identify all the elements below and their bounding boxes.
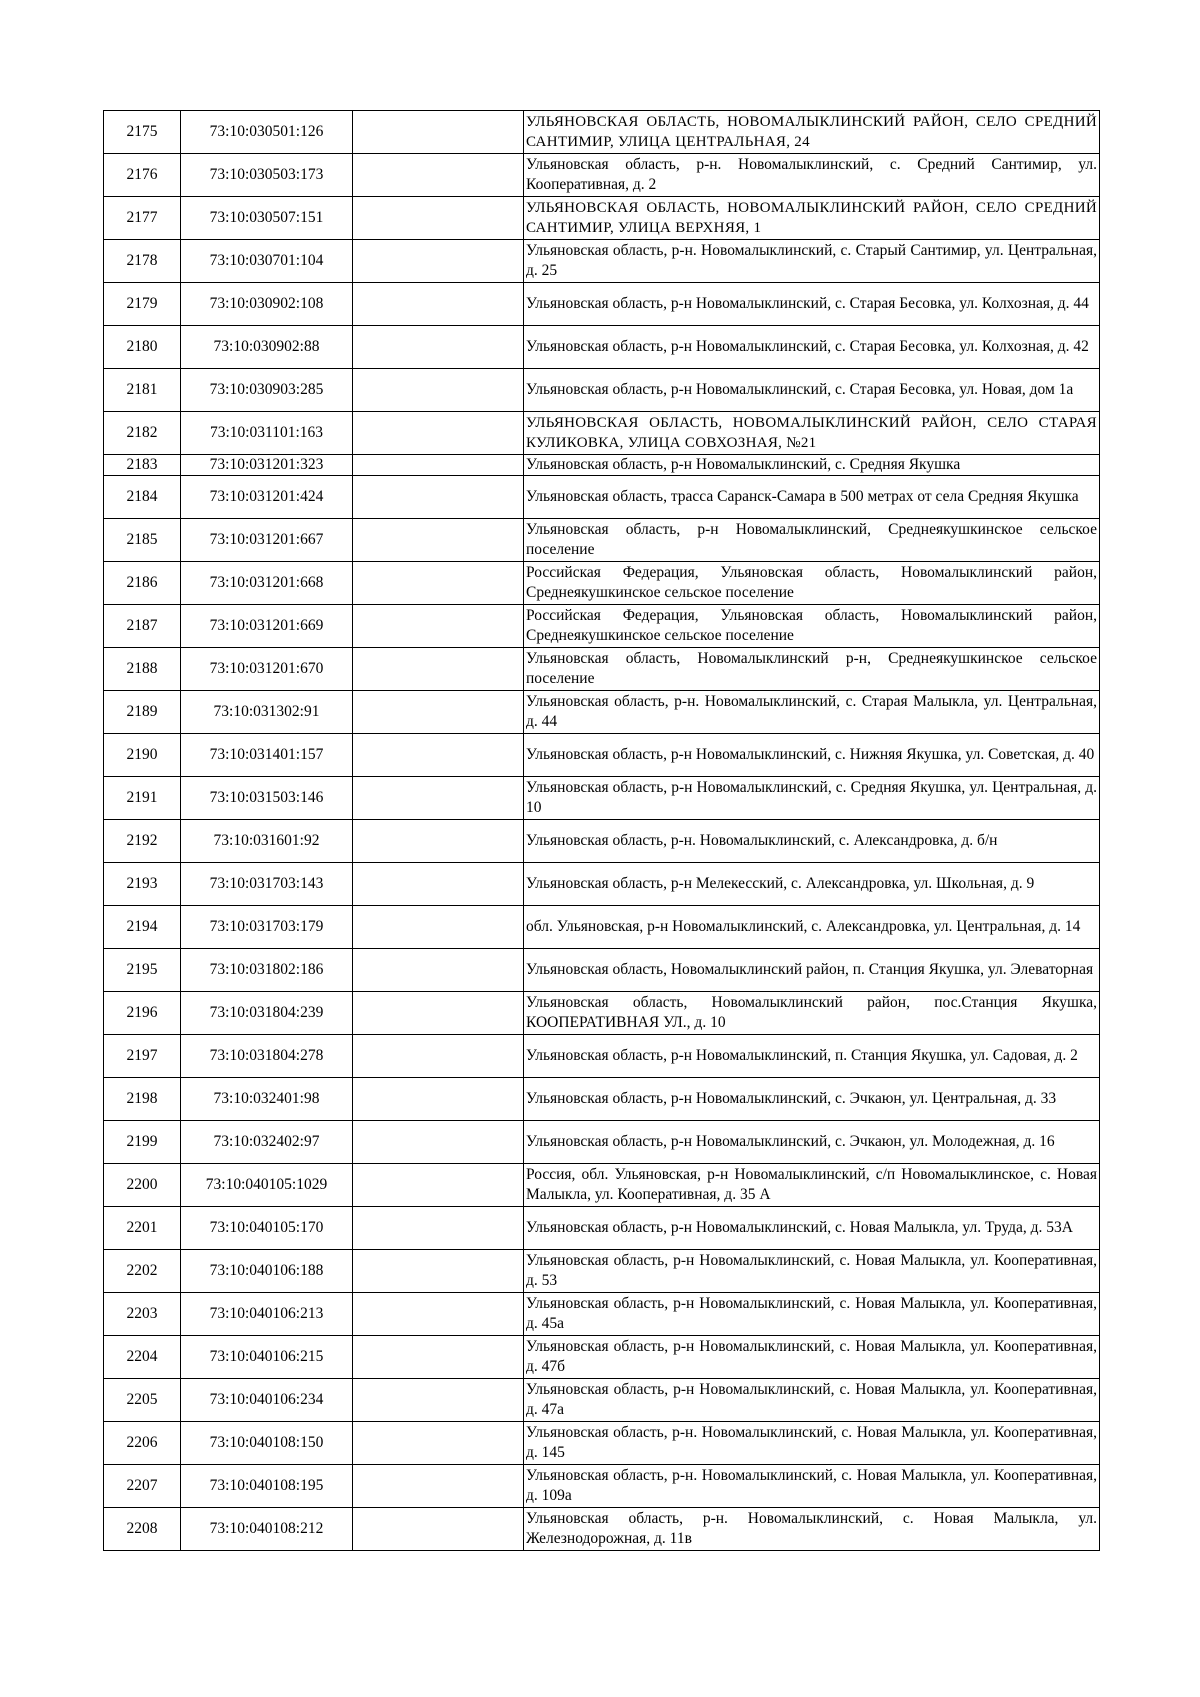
address-cell: [524, 154, 1100, 197]
row-number-cell: 2191: [104, 777, 181, 820]
empty-cell: [353, 369, 524, 412]
property-table: [103, 110, 1100, 1551]
empty-cell: [353, 1078, 524, 1121]
empty-cell: [353, 863, 524, 906]
empty-cell: [353, 1164, 524, 1207]
empty-cell: [353, 734, 524, 777]
row-number-cell: 2207: [104, 1465, 181, 1508]
table-row: [104, 154, 1100, 197]
address-text: УЛЬЯНОВСКАЯ ОБЛАСТЬ, НОВОМАЛЫКЛИНСКИЙ РАЙОН, СЕЛО СРЕДНИЙ САНТИМИР, УЛИЦА ВЕРХНЯЯ, 1: [526, 200, 1097, 236]
row-number-cell: 2204: [104, 1336, 181, 1379]
cadastral-number-cell: 73:10:031802:186: [181, 949, 353, 992]
address-text: Ульяновская область, р-н Новомалыклинский, с. Средняя Якушка, ул. Центральная, д. 10: [526, 779, 1097, 816]
cadastral-number-cell: 73:10:031201:667: [181, 519, 353, 562]
address-text: Ульяновская область, р-н. Новомалыклинский, с. Новая Малыкла, ул. Кооперативная, д. 109а: [526, 1467, 1097, 1504]
cadastral-number-cell: 73:10:040106:188: [181, 1250, 353, 1293]
address-cell: [524, 648, 1100, 691]
cadastral-number-cell: 73:10:031401:157: [181, 734, 353, 777]
cadastral-number-cell: 73:10:040108:195: [181, 1465, 353, 1508]
address-text: Ульяновская область, р-н Новомалыклинский, с. Новая Малыкла, ул. Кооперативная, д. 45а: [526, 1295, 1097, 1332]
address-cell: [524, 863, 1100, 906]
empty-cell: [353, 412, 524, 455]
cadastral-number-cell: 73:10:040108:212: [181, 1508, 353, 1551]
empty-cell: [353, 1379, 524, 1422]
table-row: [104, 562, 1100, 605]
empty-cell: [353, 648, 524, 691]
property-table-body: [104, 111, 1100, 1551]
empty-cell: [353, 1422, 524, 1465]
empty-cell: [353, 949, 524, 992]
row-number-cell: 2183: [104, 455, 181, 476]
address-cell: [524, 240, 1100, 283]
row-number-cell: 2184: [104, 476, 181, 519]
address-text: Ульяновская область, р-н. Новомалыклинский, с. Средний Сантимир, ул. Кооперативная, д. 2: [526, 156, 1097, 193]
row-number-cell: 2185: [104, 519, 181, 562]
cadastral-number-cell: 73:10:040108:150: [181, 1422, 353, 1465]
cadastral-number-cell: 73:10:031201:669: [181, 605, 353, 648]
row-number-cell: 2203: [104, 1293, 181, 1336]
table-row: [104, 1164, 1100, 1207]
address-text: Ульяновская область, р-н Новомалыклинский, Среднеякушкинское сельское поселение: [526, 521, 1097, 558]
empty-cell: [353, 1121, 524, 1164]
address-cell: [524, 369, 1100, 412]
address-cell: [524, 906, 1100, 949]
empty-cell: [353, 519, 524, 562]
address-cell: [524, 1121, 1100, 1164]
row-number-cell: 2186: [104, 562, 181, 605]
address-text: Россия, обл. Ульяновская, р-н Новомалыклинский, с/п Новомалыклинское, с. Новая Малыкла, ул. Кооперативная, д. 35 А: [526, 1166, 1097, 1203]
table-row: [104, 777, 1100, 820]
address-text: Ульяновская область, р-н. Новомалыклинский, с. Новая Малыкла, ул. Кооперативная, д. 145: [526, 1424, 1097, 1461]
empty-cell: [353, 1250, 524, 1293]
address-cell: [524, 777, 1100, 820]
table-row: [104, 283, 1100, 326]
table-row: [104, 455, 1100, 476]
address-text: Ульяновская область, р-н Новомалыклинский, с. Нижняя Якушка, ул. Советская, д. 40: [526, 746, 1095, 763]
row-number-cell: 2188: [104, 648, 181, 691]
cadastral-number-cell: 73:10:031201:424: [181, 476, 353, 519]
empty-cell: [353, 283, 524, 326]
empty-cell: [353, 992, 524, 1035]
cadastral-number-cell: 73:10:031101:163: [181, 412, 353, 455]
address-text: Ульяновская область, трасса Саранск-Самара в 500 метрах от села Средняя Якушка: [526, 488, 1079, 505]
table-row: [104, 992, 1100, 1035]
address-cell: [524, 562, 1100, 605]
cadastral-number-cell: 73:10:031804:278: [181, 1035, 353, 1078]
empty-cell: [353, 240, 524, 283]
row-number-cell: 2193: [104, 863, 181, 906]
address-cell: [524, 1293, 1100, 1336]
table-row: [104, 1508, 1100, 1551]
cadastral-number-cell: 73:10:030701:104: [181, 240, 353, 283]
address-text: Ульяновская область, р-н Новомалыклинский, с. Эчкаюн, ул. Молодежная, д. 16: [526, 1133, 1055, 1150]
empty-cell: [353, 1465, 524, 1508]
cadastral-number-cell: 73:10:031703:179: [181, 906, 353, 949]
row-number-cell: 2208: [104, 1508, 181, 1551]
empty-cell: [353, 111, 524, 154]
address-text: Ульяновская область, р-н Новомалыклинский, с. Новая Малыкла, ул. Кооперативная, д. 47а: [526, 1381, 1097, 1418]
table-row: [104, 1465, 1100, 1508]
address-cell: [524, 1207, 1100, 1250]
address-cell: [524, 1035, 1100, 1078]
empty-cell: [353, 1336, 524, 1379]
cadastral-number-cell: 73:10:040106:215: [181, 1336, 353, 1379]
table-row: [104, 863, 1100, 906]
address-cell: [524, 1164, 1100, 1207]
address-text: Ульяновская область, р-н. Новомалыклинский, с. Старый Сантимир, ул. Центральная, д. 25: [526, 242, 1097, 279]
empty-cell: [353, 1293, 524, 1336]
cadastral-number-cell: 73:10:030503:173: [181, 154, 353, 197]
address-text: Ульяновская область, р-н Новомалыклинский, п. Станция Якушка, ул. Садовая, д. 2: [526, 1047, 1078, 1064]
empty-cell: [353, 820, 524, 863]
address-text: Ульяновская область, Новомалыклинский р-н, Среднеякушкинское сельское поселение: [526, 650, 1097, 687]
table-row: [104, 476, 1100, 519]
row-number-cell: 2206: [104, 1422, 181, 1465]
empty-cell: [353, 1035, 524, 1078]
cadastral-number-cell: 73:10:040105:170: [181, 1207, 353, 1250]
address-cell: [524, 1336, 1100, 1379]
address-cell: [524, 605, 1100, 648]
address-text: Ульяновская область, р-н Новомалыклинский, с. Старая Бесовка, ул. Новая, дом 1а: [526, 381, 1074, 398]
address-text: обл. Ульяновская, р-н Новомалыклинский, с. Александровка, ул. Центральная, д. 14: [526, 918, 1081, 935]
empty-cell: [353, 326, 524, 369]
cadastral-number-cell: 73:10:031804:239: [181, 992, 353, 1035]
row-number-cell: 2176: [104, 154, 181, 197]
row-number-cell: 2197: [104, 1035, 181, 1078]
cadastral-number-cell: 73:10:031601:92: [181, 820, 353, 863]
address-text: Российская Федерация, Ульяновская область, Новомалыклинский район, Среднеякушкинское сельское поселение: [526, 564, 1097, 601]
row-number-cell: 2194: [104, 906, 181, 949]
address-text: Ульяновская область, Новомалыклинский район, п. Станция Якушка, ул. Элеваторная: [526, 961, 1094, 978]
table-row: [104, 949, 1100, 992]
address-cell: [524, 734, 1100, 777]
table-row: [104, 605, 1100, 648]
row-number-cell: 2205: [104, 1379, 181, 1422]
row-number-cell: 2180: [104, 326, 181, 369]
address-text: Ульяновская область, р-н Новомалыклинский, с. Новая Малыкла, ул. Кооперативная, д. 47б: [526, 1338, 1097, 1375]
row-number-cell: 2189: [104, 691, 181, 734]
address-text: Ульяновская область, р-н Новомалыклинский, с. Эчкаюн, ул. Центральная, д. 33: [526, 1090, 1057, 1107]
table-row: [104, 1078, 1100, 1121]
cadastral-number-cell: 73:10:031302:91: [181, 691, 353, 734]
address-cell: [524, 476, 1100, 519]
cadastral-number-cell: 73:10:040106:234: [181, 1379, 353, 1422]
table-row: [104, 1422, 1100, 1465]
table-row: [104, 1379, 1100, 1422]
address-text: Ульяновская область, р-н. Новомалыклинский, с. Новая Малыкла, ул. Железнодорожная, д. 11в: [526, 1510, 1097, 1547]
empty-cell: [353, 906, 524, 949]
cadastral-number-cell: 73:10:031201:323: [181, 455, 353, 476]
row-number-cell: 2196: [104, 992, 181, 1035]
address-cell: [524, 519, 1100, 562]
empty-cell: [353, 691, 524, 734]
empty-cell: [353, 777, 524, 820]
address-text: Ульяновская область, р-н Новомалыклинский, с. Старая Бесовка, ул. Колхозная, д. 44: [526, 295, 1089, 312]
empty-cell: [353, 455, 524, 476]
table-row: [104, 820, 1100, 863]
cadastral-number-cell: 73:10:030501:126: [181, 111, 353, 154]
row-number-cell: 2190: [104, 734, 181, 777]
address-text: Ульяновская область, р-н Новомалыклинский, с. Средняя Якушка: [526, 456, 961, 473]
cadastral-number-cell: 73:10:030903:285: [181, 369, 353, 412]
table-row: [104, 111, 1100, 154]
row-number-cell: 2175: [104, 111, 181, 154]
table-row: [104, 691, 1100, 734]
row-number-cell: 2202: [104, 1250, 181, 1293]
address-cell: [524, 1250, 1100, 1293]
address-cell: [524, 691, 1100, 734]
cadastral-number-cell: 73:10:031201:668: [181, 562, 353, 605]
cadastral-number-cell: 73:10:030902:108: [181, 283, 353, 326]
address-text: Ульяновская область, р-н. Новомалыклинский, с. Александровка, д. б/н: [526, 832, 998, 849]
cadastral-number-cell: 73:10:030902:88: [181, 326, 353, 369]
address-text: УЛЬЯНОВСКАЯ ОБЛАСТЬ, НОВОМАЛЫКЛИНСКИЙ РАЙОН, СЕЛО СРЕДНИЙ САНТИМИР, УЛИЦА ЦЕНТРАЛЬНАЯ, 24: [526, 114, 1097, 150]
empty-cell: [353, 476, 524, 519]
table-row: [104, 519, 1100, 562]
address-cell: [524, 412, 1100, 455]
address-cell: [524, 1379, 1100, 1422]
address-cell: [524, 949, 1100, 992]
address-cell: [524, 1422, 1100, 1465]
cadastral-number-cell: 73:10:030507:151: [181, 197, 353, 240]
address-text: Российская Федерация, Ульяновская область, Новомалыклинский район, Среднеякушкинское сельское поселение: [526, 607, 1097, 644]
cadastral-number-cell: 73:10:031503:146: [181, 777, 353, 820]
address-text: Ульяновская область, р-н Новомалыклинский, с. Новая Малыкла, ул. Кооперативная, д. 53: [526, 1252, 1097, 1289]
row-number-cell: 2179: [104, 283, 181, 326]
table-row: [104, 326, 1100, 369]
address-cell: [524, 1078, 1100, 1121]
row-number-cell: 2201: [104, 1207, 181, 1250]
empty-cell: [353, 562, 524, 605]
address-cell: [524, 111, 1100, 154]
address-text: Ульяновская область, р-н. Новомалыклинский, с. Старая Малыкла, ул. Центральная, д. 44: [526, 693, 1097, 730]
row-number-cell: 2182: [104, 412, 181, 455]
table-row: [104, 412, 1100, 455]
empty-cell: [353, 197, 524, 240]
row-number-cell: 2181: [104, 369, 181, 412]
address-cell: [524, 197, 1100, 240]
cadastral-number-cell: 73:10:040106:213: [181, 1293, 353, 1336]
table-row: [104, 369, 1100, 412]
table-row: [104, 240, 1100, 283]
table-row: [104, 197, 1100, 240]
empty-cell: [353, 154, 524, 197]
address-text: УЛЬЯНОВСКАЯ ОБЛАСТЬ, НОВОМАЛЫКЛИНСКИЙ РАЙОН, СЕЛО СТАРАЯ КУЛИКОВКА, УЛИЦА СОВХОЗНАЯ, №21: [526, 415, 1097, 451]
address-text: Ульяновская область, р-н Новомалыклинский, с. Новая Малыкла, ул. Труда, д. 53А: [526, 1219, 1074, 1236]
address-cell: [524, 455, 1100, 476]
address-cell: [524, 1465, 1100, 1508]
address-cell: [524, 283, 1100, 326]
table-row: [104, 1293, 1100, 1336]
address-cell: [524, 992, 1100, 1035]
row-number-cell: 2199: [104, 1121, 181, 1164]
table-row: [104, 1121, 1100, 1164]
row-number-cell: 2178: [104, 240, 181, 283]
table-row: [104, 1250, 1100, 1293]
table-row: [104, 1035, 1100, 1078]
address-cell: [524, 326, 1100, 369]
table-row: [104, 1336, 1100, 1379]
table-row: [104, 906, 1100, 949]
empty-cell: [353, 605, 524, 648]
table-row: [104, 734, 1100, 777]
empty-cell: [353, 1207, 524, 1250]
cadastral-number-cell: 73:10:040105:1029: [181, 1164, 353, 1207]
address-text: Ульяновская область, Новомалыклинский район, пос.Станция Якушка, КООПЕРАТИВНАЯ УЛ., д. 10: [526, 994, 1097, 1031]
empty-cell: [353, 1508, 524, 1551]
row-number-cell: 2177: [104, 197, 181, 240]
cadastral-number-cell: 73:10:032402:97: [181, 1121, 353, 1164]
cadastral-number-cell: 73:10:032401:98: [181, 1078, 353, 1121]
row-number-cell: 2187: [104, 605, 181, 648]
address-text: Ульяновская область, р-н Мелекесский, с. Александровка, ул. Школьная, д. 9: [526, 875, 1035, 892]
cadastral-number-cell: 73:10:031201:670: [181, 648, 353, 691]
row-number-cell: 2192: [104, 820, 181, 863]
table-row: [104, 648, 1100, 691]
address-cell: [524, 1508, 1100, 1551]
row-number-cell: 2198: [104, 1078, 181, 1121]
row-number-cell: 2200: [104, 1164, 181, 1207]
cadastral-number-cell: 73:10:031703:143: [181, 863, 353, 906]
address-text: Ульяновская область, р-н Новомалыклинский, с. Старая Бесовка, ул. Колхозная, д. 42: [526, 338, 1089, 355]
table-row: [104, 1207, 1100, 1250]
address-cell: [524, 820, 1100, 863]
row-number-cell: 2195: [104, 949, 181, 992]
